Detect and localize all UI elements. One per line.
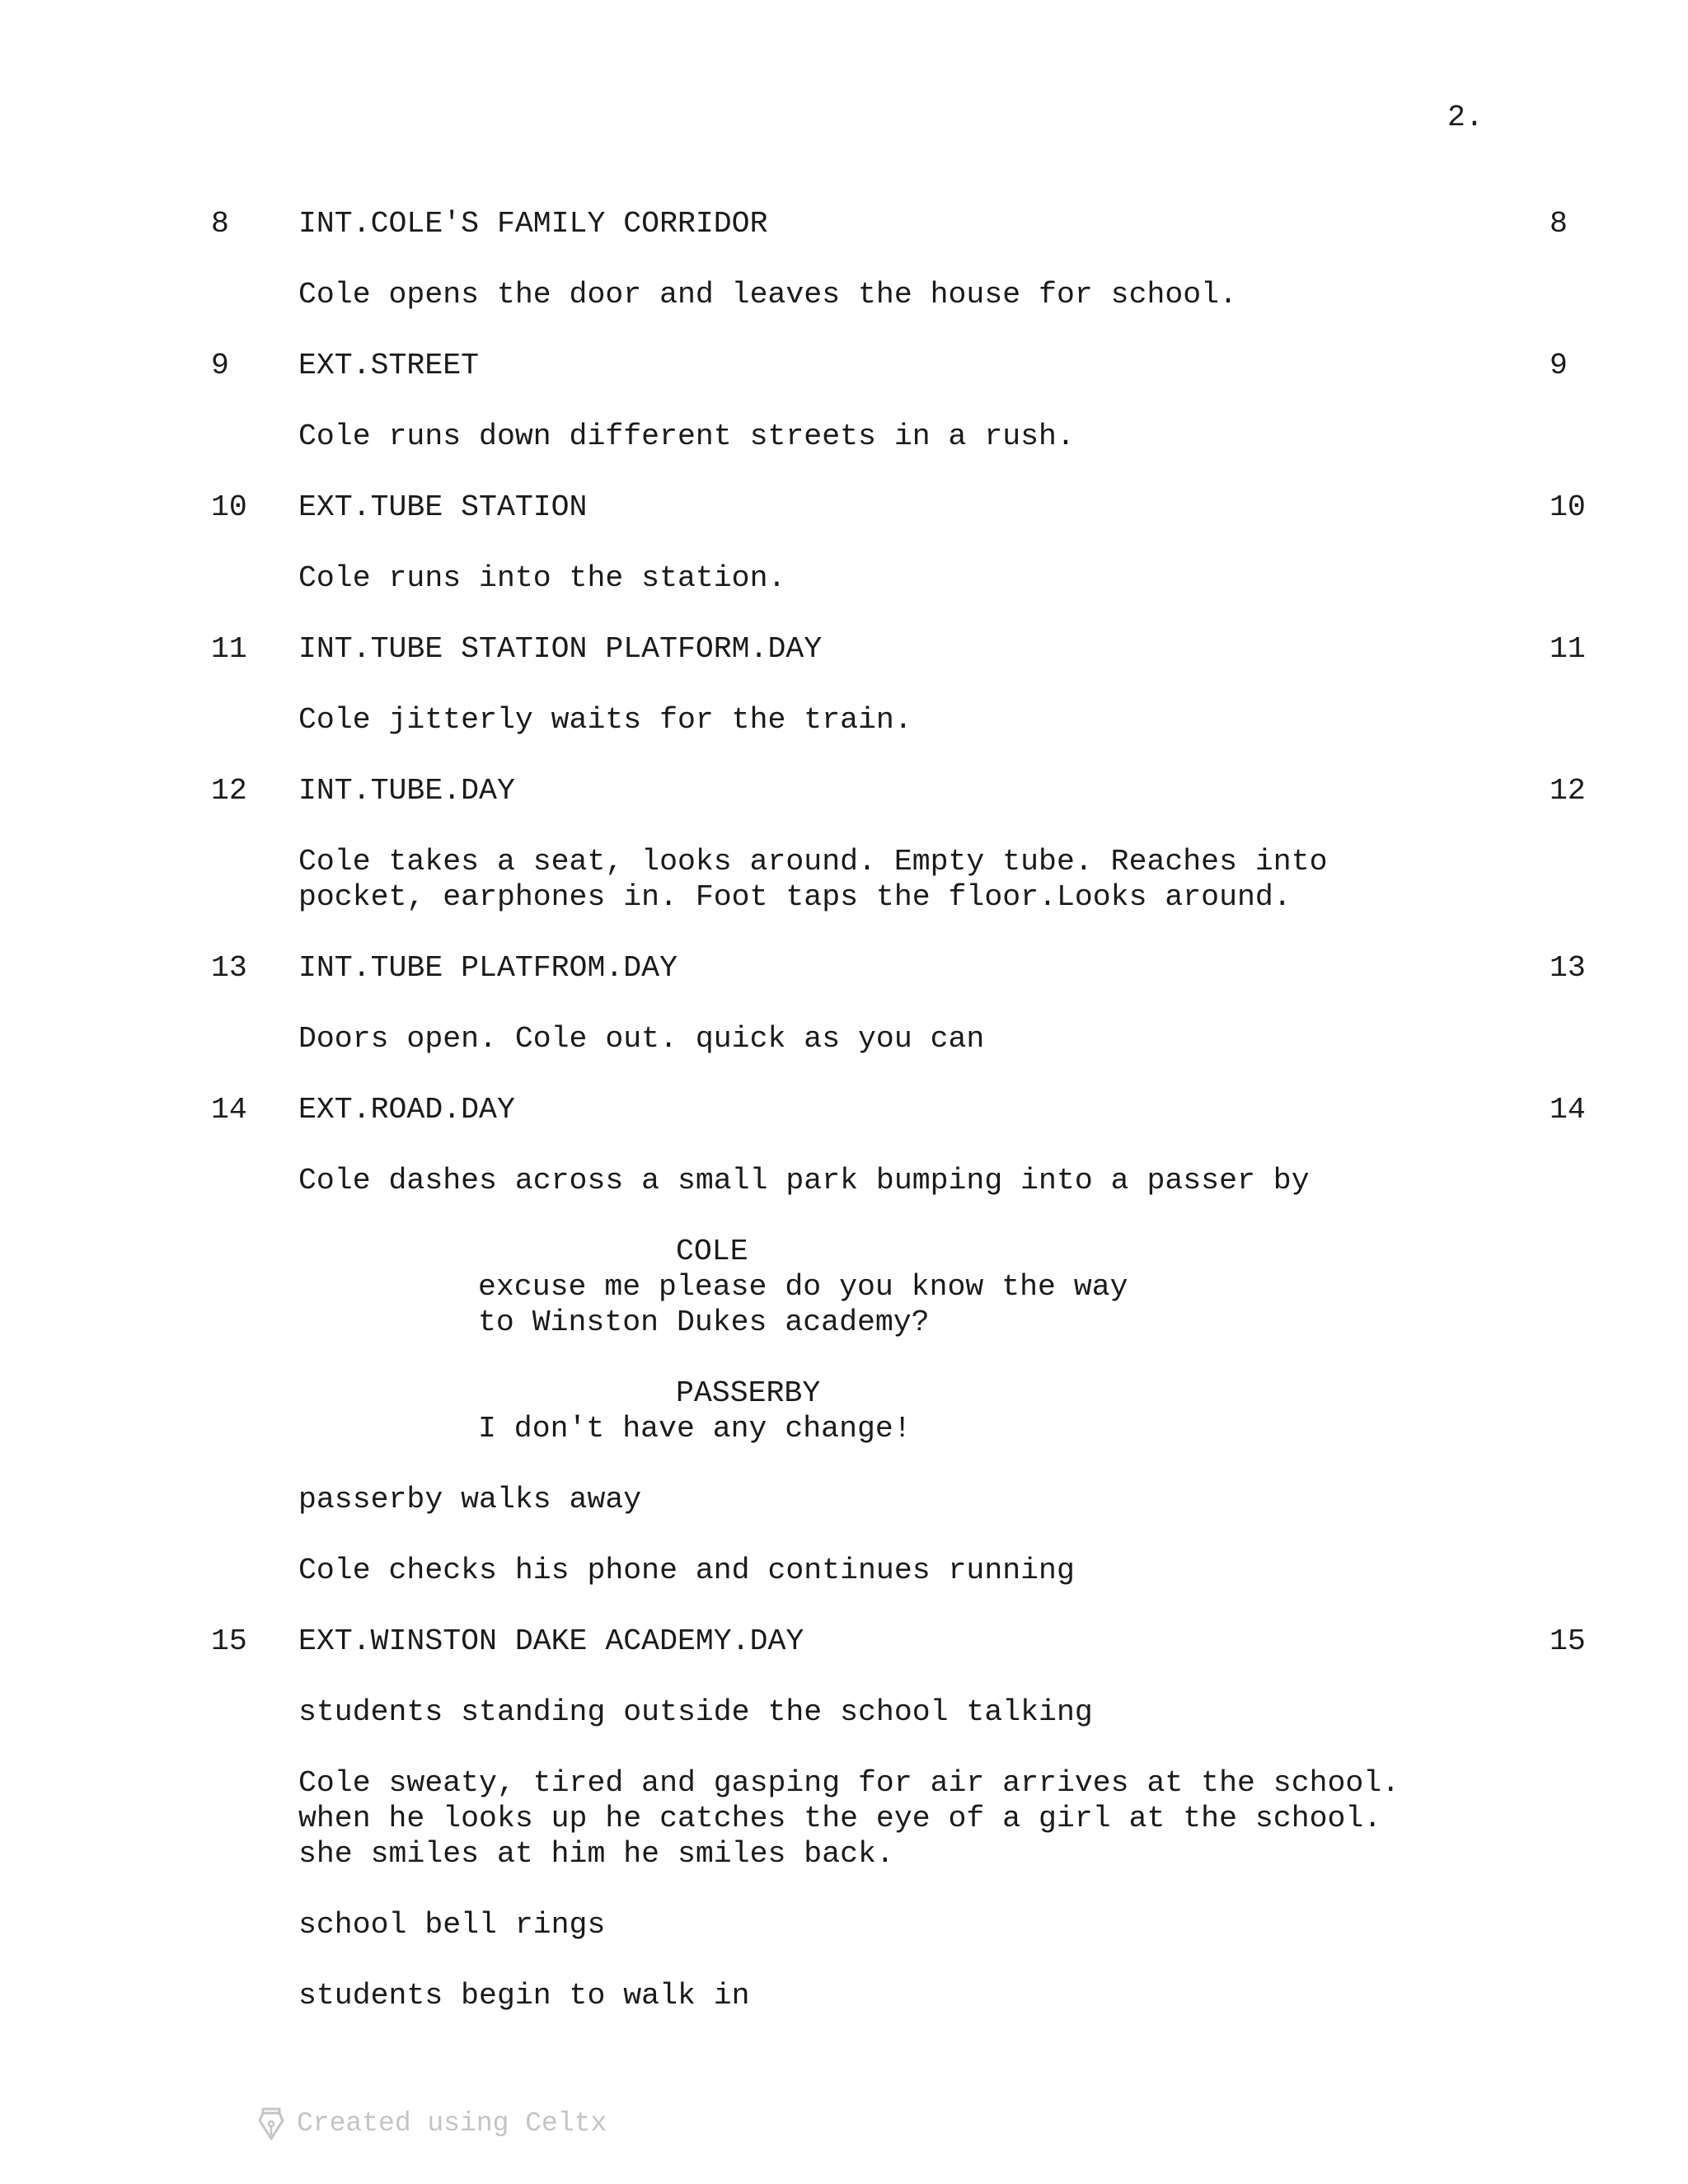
action-line: Cole dashes across a small park bumping into a passer by — [298, 1164, 1310, 1197]
action-line: students standing outside the school talking — [298, 1695, 1093, 1729]
footer-watermark — [257, 2106, 607, 2141]
scene-number-left: 8 — [211, 207, 229, 241]
action-line: Cole takes a seat, looks around. Empty tube. Reaches into — [298, 845, 1328, 879]
action-line: Cole checks his phone and continues running — [298, 1554, 1075, 1587]
action-line: passerby walks away — [298, 1483, 642, 1516]
action-line: students begin to walk in — [298, 1979, 750, 2013]
scene-number-left: 15 — [211, 1624, 247, 1658]
scene-number-right: 9 — [1550, 349, 1568, 382]
scene-number-left: 14 — [211, 1093, 247, 1127]
dialogue-line: to Winston Dukes academy? — [478, 1305, 930, 1339]
character-name: COLE — [676, 1235, 748, 1268]
scene-number-left: 13 — [211, 951, 247, 985]
scene-number-right: 11 — [1550, 632, 1586, 666]
action-line: Doors open. Cole out. quick as you can — [298, 1022, 985, 1056]
scene-number-left: 9 — [211, 349, 229, 382]
scene-number-left: 10 — [211, 490, 247, 524]
scene-heading: INT.TUBE PLATFROM.DAY — [298, 951, 678, 985]
scene-heading: EXT.WINSTON DAKE ACADEMY.DAY — [298, 1624, 804, 1658]
celtx-pen-nib-icon — [257, 2107, 285, 2140]
footer-text: Created using Celtx — [297, 2108, 607, 2139]
action-line: school bell rings — [298, 1908, 606, 1942]
scene-heading: EXT.ROAD.DAY — [298, 1093, 515, 1127]
action-line: she smiles at him he smiles back. — [298, 1837, 894, 1871]
scene-number-right: 12 — [1550, 774, 1586, 808]
action-line: Cole jitterly waits for the train. — [298, 703, 912, 737]
scene-number-right: 10 — [1550, 490, 1586, 524]
scene-number-right: 13 — [1550, 951, 1586, 985]
action-line: Cole opens the door and leaves the house for school. — [298, 278, 1237, 312]
scene-heading: INT.TUBE.DAY — [298, 774, 515, 808]
dialogue-line: excuse me please do you know the way — [478, 1270, 1128, 1304]
scene-number-left: 12 — [211, 774, 247, 808]
action-line: Cole runs into the station. — [298, 561, 786, 595]
scene-heading: EXT.STREET — [298, 349, 480, 382]
scene-number-right: 8 — [1550, 207, 1568, 241]
scene-heading: EXT.TUBE STATION — [298, 490, 588, 524]
action-line: when he looks up he catches the eye of a girl at the school. — [298, 1802, 1382, 1835]
scene-heading: INT.TUBE STATION PLATFORM.DAY — [298, 632, 823, 666]
scene-number-left: 11 — [211, 632, 247, 666]
action-line: Cole runs down different streets in a rush. — [298, 419, 1075, 453]
scene-number-right: 15 — [1550, 1624, 1586, 1658]
action-line: pocket, earphones in. Foot taps the floor.Looks around. — [298, 880, 1292, 914]
dialogue-line: I don't have any change! — [478, 1412, 912, 1446]
character-name: PASSERBY — [676, 1376, 821, 1410]
scene-number-right: 14 — [1550, 1093, 1586, 1127]
scene-heading: INT.COLE'S FAMILY CORRIDOR — [298, 207, 768, 241]
page-number: 2. — [1447, 101, 1484, 134]
action-line: Cole sweaty, tired and gasping for air arrives at the school. — [298, 1766, 1400, 1800]
